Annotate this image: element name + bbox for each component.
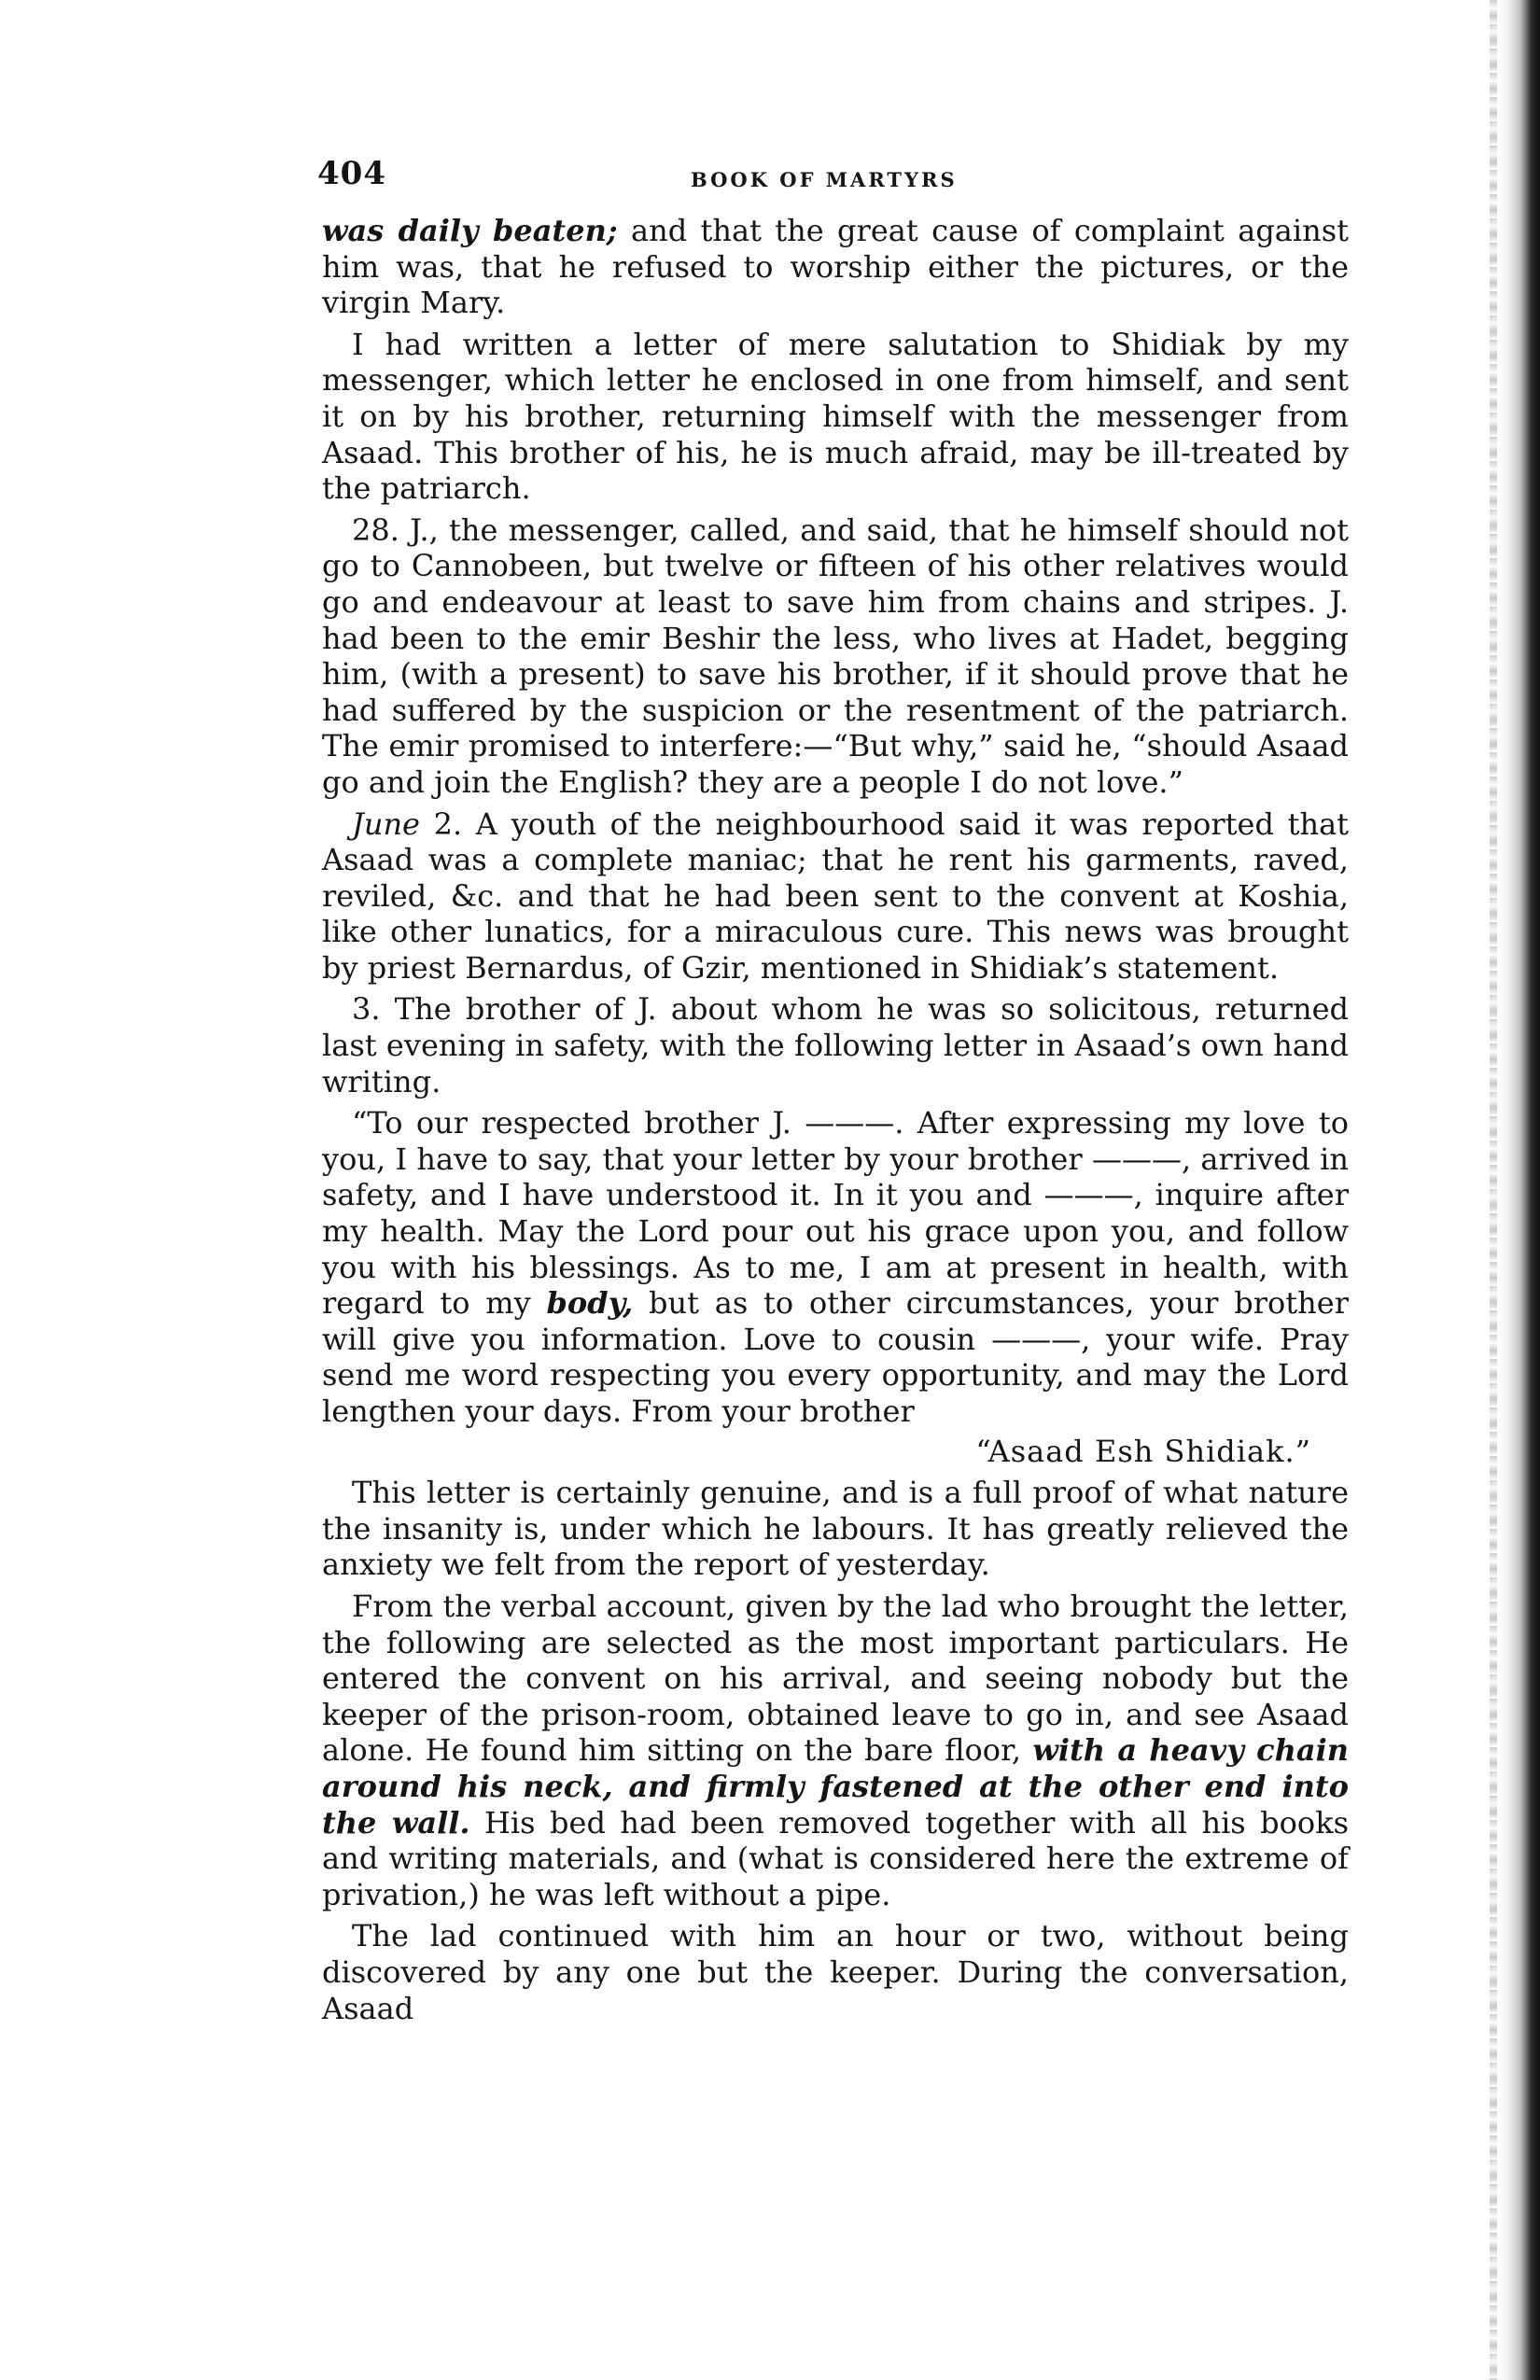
letter-signature xyxy=(322,1434,1349,1470)
page-number: 404 xyxy=(317,155,386,192)
text-segment: with a heavy chain around his neck, and firmly fastened at the other end into the wall. xyxy=(322,1732,1350,1841)
text-segment: The lad continued with him an hour or two, without being discovered by any one but the keeper. During the conversation, Asaad xyxy=(322,1918,1349,2026)
paragraph-continued xyxy=(322,213,1349,321)
paragraph-quoted-letter xyxy=(322,1105,1349,1429)
text-segment: 2. A youth of the neighbourhood said it was reported that Asaad was a complete maniac; that he rent his garments, raved, reviled, &c. and that he had been sent to the convent at Koshia, like other lunatics, for a miraculous cure. This news was brought by priest Bernardus, of Gzir, mentioned in Shidiak’s statement. xyxy=(322,805,1349,986)
text-segment: His bed had been removed together with all his books and writing materials, and (what is considered here the extreme of privation,) he was left without a pipe. xyxy=(322,1804,1350,1912)
text-segment: “To our respected brother J. ———. After expressing my love to you, I have to say, that your letter by your brother ———, arrived in safety, and I have understood it. In it you and ———, inquire after my health. May the Lord pour out his grace upon you, and follow you with his blessings. As to me, I am at present in health, with regard to my xyxy=(322,1105,1349,1322)
text-segment: and that the great cause of complaint against him was, that he refused to worship either the pictures, or the virgin Mary. xyxy=(322,213,1350,321)
paragraph-genuine-letter xyxy=(322,1475,1349,1583)
text-segment: body, xyxy=(546,1285,634,1322)
paragraph-june-2 xyxy=(322,806,1349,987)
text-segment: but as to other circumstances, your brother will give you information. Love to cousin ———, your wife. Pray send me word respecting you every opportunity, and may the Lord lengthen your days. From your brother xyxy=(322,1285,1349,1429)
text-segment: “Asaad Esh Shidiak.” xyxy=(975,1433,1311,1469)
paragraph-entry-3 xyxy=(322,991,1349,1099)
body-text xyxy=(322,213,1349,2026)
text-segment: This letter is certainly genuine, and is a full proof of what nature the insanity is, under which he labours. It has greatly relieved the anxiety we felt from the report of yesterday. xyxy=(322,1475,1349,1583)
running-head: BOOK OF MARTYRS xyxy=(691,168,958,191)
text-segment: 3. The brother of J. about whom he was so solicitous, returned last evening in safety, with the following letter in Asaad’s own hand writing. xyxy=(322,991,1349,1099)
text-segment: 28. J., the messenger, called, and said, that he himself should not go to Cannobeen, but twelve or fifteen of his other relatives would go and endeavour at least to save him from chains and stripes. J. had been to the emir Beshir the less, who lives at Hadet, begging him, (with a present) to save his brother, if it should prove that he had suffered by the suspicion or the resentment of the patriarch. The emir promised to interfere:—“But why,” said he, “should Asaad go and join the English? they are a people I do not love.” xyxy=(322,511,1349,800)
text-segment: was daily beaten; xyxy=(322,213,618,248)
date-label: June xyxy=(352,805,420,842)
paragraph-entry-28 xyxy=(322,512,1349,801)
text-segment: From the verbal account, given by the lad who brought the letter, the following are selected as the most important particulars. He entered the convent on his arrival, and seeing nobody but the keeper of the prison-room, obtained leave to go in, and see Asaad alone. He found him sitting on the bare floor, xyxy=(322,1588,1349,1769)
paragraph-verbal-account xyxy=(322,1589,1349,1912)
binding-edge xyxy=(1497,0,1540,2380)
page-header xyxy=(317,155,1344,202)
text-segment: I had written a letter of mere salutation to Shidiak by my messenger, which letter he enclosed in one from himself, and sent it on by his brother, returning himself with the messenger from Asaad. This brother of his, he is much afraid, may be ill-treated by the patriarch. xyxy=(322,326,1349,507)
paragraph-letter-salutation xyxy=(322,327,1349,507)
paragraph-lad-continued xyxy=(322,1918,1349,2026)
